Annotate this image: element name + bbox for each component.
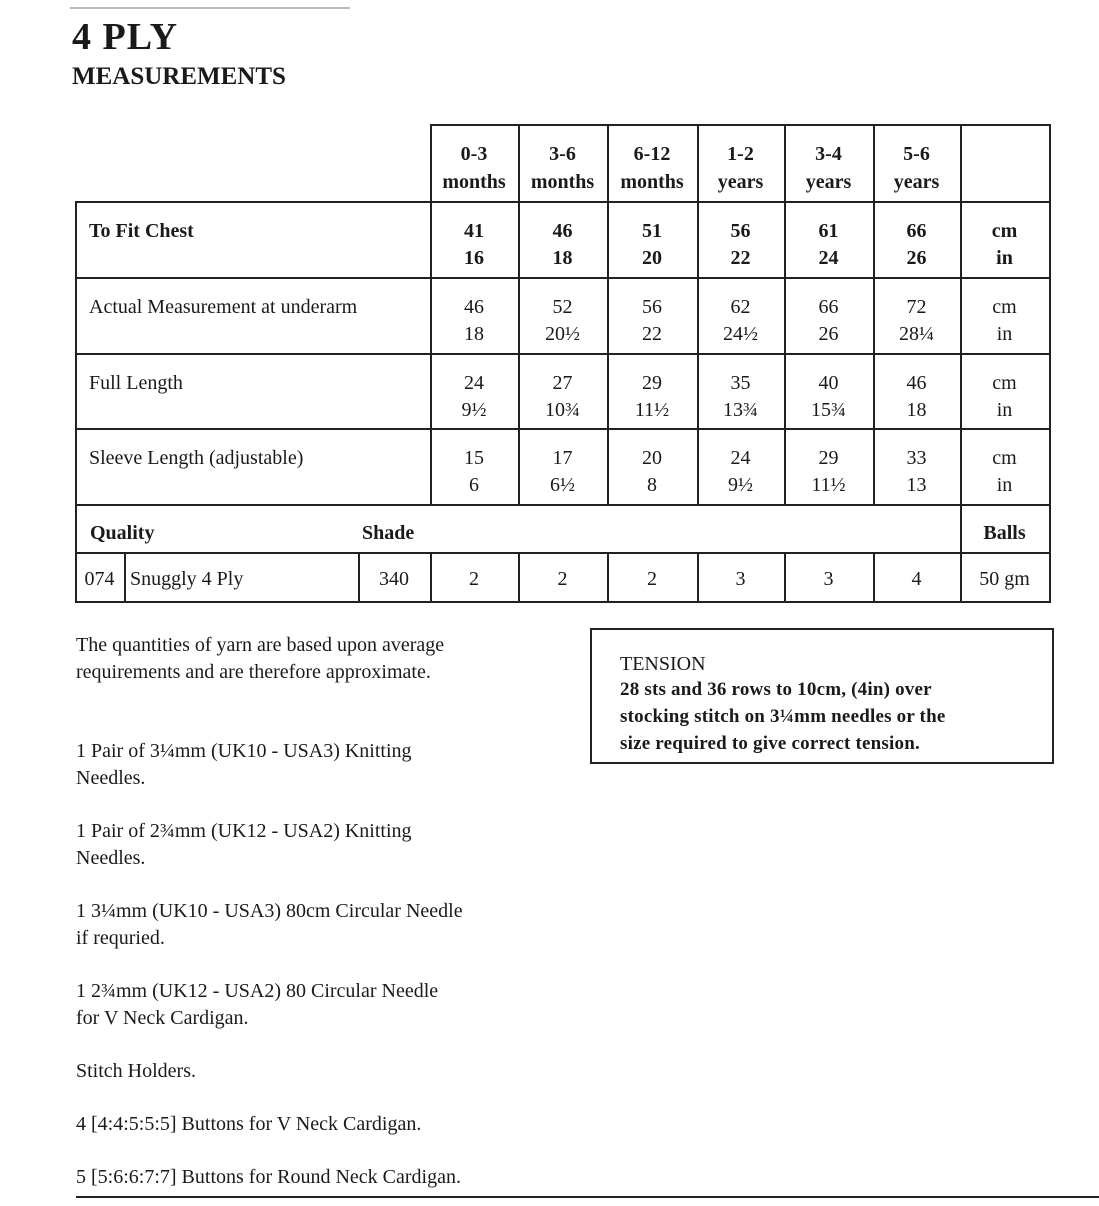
size-unit: years — [893, 171, 940, 193]
tension-box — [590, 628, 1054, 764]
section-title: MEASUREMENTS — [72, 63, 286, 90]
in-value: 15¾ — [811, 399, 846, 421]
in-value: 26 — [818, 323, 839, 345]
size-range: 3-6 — [549, 143, 576, 165]
tension-line: 28 sts and 36 rows to 10cm, (4in) over — [620, 679, 932, 700]
in-value: 28¼ — [899, 323, 934, 345]
in-value: 26 — [906, 247, 927, 269]
in-value: 22 — [730, 247, 751, 269]
yarn-name: Snuggly 4 Ply — [130, 568, 244, 590]
material-item: 5 [5:6:6:7:7] Buttons for Round Neck Cardigan. — [76, 1166, 461, 1188]
in-value: 22 — [642, 323, 662, 345]
size-unit: months — [530, 171, 595, 193]
cm-value: 56 — [730, 220, 751, 242]
in-value: 9½ — [461, 399, 487, 421]
in-value: 20½ — [545, 323, 580, 345]
in-value: 20 — [642, 247, 662, 269]
cm-value: 46 — [552, 220, 573, 242]
size-range: 0-3 — [460, 143, 488, 165]
cm-value: 29 — [642, 372, 662, 394]
size-unit: months — [442, 171, 506, 193]
in-value: 11½ — [811, 474, 846, 496]
unit-cm: cm — [992, 372, 1017, 394]
cm-value: 41 — [464, 220, 484, 242]
balls-count: 2 — [557, 568, 568, 590]
yarn-code: 074 — [84, 568, 115, 590]
tension-line: stocking stitch on 3¼mm needles or the — [620, 706, 946, 727]
tension-title: TENSION — [620, 653, 706, 675]
in-value: 24½ — [723, 323, 758, 345]
size-range: 6-12 — [633, 143, 671, 165]
in-value: 16 — [464, 247, 484, 269]
unit-in: in — [996, 247, 1013, 269]
balls-count: 3 — [735, 568, 746, 590]
in-value: 13 — [906, 474, 927, 496]
bottom-rule — [76, 1196, 1099, 1198]
unit-in: in — [996, 399, 1013, 421]
in-value: 6½ — [550, 474, 575, 496]
unit-cm: cm — [992, 447, 1017, 469]
size-range: 5-6 — [903, 143, 930, 165]
in-value: 8 — [647, 474, 657, 496]
size-range: 1-2 — [727, 143, 754, 165]
size-unit: months — [620, 171, 684, 193]
cm-value: 52 — [552, 296, 573, 318]
balls-count: 3 — [823, 568, 834, 590]
materials-notes — [76, 632, 576, 1191]
cm-value: 46 — [906, 372, 927, 394]
balls-count: 2 — [647, 568, 657, 590]
cm-value: 15 — [464, 447, 484, 469]
quality-header-cell — [75, 504, 962, 554]
cm-value: 66 — [906, 220, 927, 242]
cm-value: 72 — [906, 296, 927, 318]
shade-header: Shade — [362, 522, 415, 544]
cm-value: 66 — [818, 296, 839, 318]
material-item: 1 Pair of 2¾mm (UK12 - USA2) Knitting Needles. — [76, 820, 412, 869]
in-value: 9½ — [728, 474, 753, 496]
in-value: 18 — [552, 247, 573, 269]
approx-note: The quantities of yarn are based upon average requirements and are therefore approximate. — [76, 634, 445, 683]
material-item: 4 [4:4:5:5:5] Buttons for V Neck Cardigan. — [76, 1113, 422, 1135]
unit-in: in — [996, 323, 1013, 345]
size-header-cell — [960, 124, 1051, 203]
unit-cm: cm — [991, 220, 1018, 242]
cm-value: 46 — [464, 296, 484, 318]
cm-value: 35 — [730, 372, 751, 394]
in-value: 13¾ — [723, 399, 758, 421]
size-unit: years — [805, 171, 852, 193]
balls-count: 4 — [911, 568, 922, 590]
in-value: 10¾ — [545, 399, 580, 421]
in-value: 18 — [906, 399, 927, 421]
tension-line: size required to give correct tension. — [620, 733, 920, 754]
in-value: 11½ — [634, 399, 670, 421]
balls-header: Balls — [983, 522, 1026, 544]
cm-value: 27 — [552, 372, 573, 394]
cm-value: 33 — [906, 447, 927, 469]
unit-cm: cm — [992, 296, 1017, 318]
cm-value: 62 — [730, 296, 751, 318]
row-label: Actual Measurement at underarm — [89, 296, 358, 318]
cm-value: 40 — [818, 372, 839, 394]
unit-in: in — [996, 474, 1013, 496]
in-value: 18 — [464, 323, 484, 345]
cm-value: 20 — [642, 447, 662, 469]
cm-value: 56 — [642, 296, 662, 318]
page-title: 4 PLY — [72, 16, 179, 58]
cm-value: 61 — [818, 220, 839, 242]
cm-value: 17 — [552, 447, 573, 469]
row-label: Sleeve Length (adjustable) — [89, 447, 304, 469]
quality-header: Quality — [90, 522, 155, 544]
ball-weight: 50 gm — [979, 568, 1030, 590]
material-item: 1 Pair of 3¼mm (UK10 - USA3) Knitting Needles. — [76, 740, 412, 789]
cm-value: 51 — [642, 220, 662, 242]
cm-value: 24 — [730, 447, 751, 469]
balls-count: 2 — [469, 568, 479, 590]
yarn-shade: 340 — [379, 568, 409, 590]
material-item: 1 2¾mm (UK12 - USA2) 80 Circular Needle for V Neck Cardigan. — [76, 980, 439, 1029]
size-unit: years — [717, 171, 764, 193]
material-item: Stitch Holders. — [76, 1060, 196, 1082]
material-item: 1 3¼mm (UK10 - USA3) 80cm Circular Needle if requried. — [76, 900, 463, 949]
cm-value: 29 — [818, 447, 839, 469]
row-label: Full Length — [89, 372, 183, 394]
in-value: 6 — [469, 474, 479, 496]
in-value: 24 — [818, 247, 839, 269]
row-label: To Fit Chest — [89, 220, 194, 242]
size-range: 3-4 — [815, 143, 842, 165]
cm-value: 24 — [464, 372, 484, 394]
